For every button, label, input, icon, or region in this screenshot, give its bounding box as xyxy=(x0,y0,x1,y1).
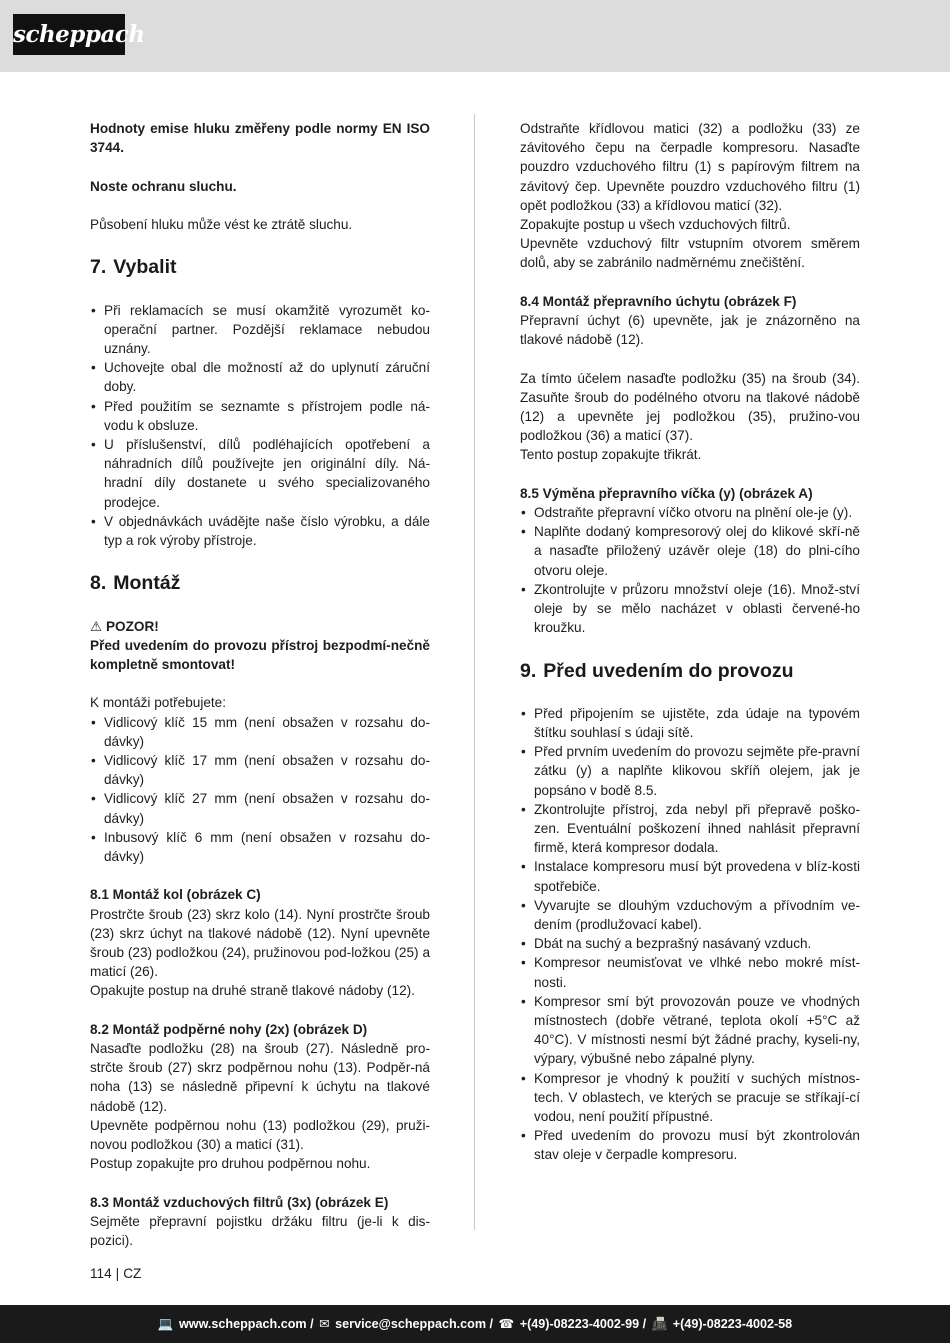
section-8-4-title: 8.4 Montáž přepravního úchytu (obrázek F) xyxy=(520,293,797,309)
left-column xyxy=(90,119,430,1250)
fax-icon: 📠 xyxy=(651,1317,668,1331)
list-item: • Vidlicový klíč 27 mm (není obsažen v rozsahu do-dávky) xyxy=(90,789,430,827)
page-separator: | xyxy=(115,1266,120,1281)
list-item: • Uchovejte obal dle možností až do uplynutí záruční doby. xyxy=(90,358,430,396)
list-item: • Kompresor je vhodný k použití v suchých místnos-tech. V oblastech, ve kterých se pracuje se stříkají-cí vodou, není použití přípustné. xyxy=(520,1069,860,1127)
page-footer xyxy=(90,1264,141,1283)
list-item: • V objednávkách uvádějte naše číslo výrobku, a dále typ a rok výroby přístroje. xyxy=(90,512,430,550)
section-9-number: 9. xyxy=(520,659,537,682)
website-link[interactable]: www.scheppach.com / xyxy=(178,1317,314,1331)
section-8-1-title: 8.1 Montáž kol (obrázek C) xyxy=(90,887,261,903)
list-item: • Před uvedením do provozu musí být zkontrolován stav oleje v čerpadle kompresoru. xyxy=(520,1126,860,1164)
section-8-4-text: Přepravní úchyt (6) upevněte, jak je znázorněno na tlakové nádobě (12). xyxy=(520,313,860,348)
warning-title xyxy=(90,617,430,636)
phone-icon: ☎ xyxy=(498,1317,515,1331)
section-8-4-text-2: Za tímto účelem nasaďte podložku (35) na šroub (34). Zasuňte šroub do podélného otvoru na tlakové nádobě (12) a upevněte jej podložkou (35), pružino-vou podložkou (36) a maticí (37). xyxy=(520,370,860,444)
list-item: • Vidlicový klíč 15 mm (není obsažen v rozsahu do-dávky) xyxy=(90,713,430,751)
section-9-heading xyxy=(520,657,860,685)
warning-text: Před uvedením do provozu přístroj bezpodmí-nečně kompletně smontovat! xyxy=(90,637,430,672)
list-item: • Kompresor neumisťovat ve vlhké nebo mokré míst-nosti. xyxy=(520,953,860,991)
list-item: • Dbát na suchý a bezprašný nasávaný vzduch. xyxy=(520,934,860,953)
section-8-title: Montáž xyxy=(113,572,181,595)
section-8-2-text-2: Upevněte podpěrnou nohu (13) podložkou (29), pruži-novou podložkou (30) a maticí (31). xyxy=(90,1117,430,1153)
contact-bar xyxy=(0,1305,950,1343)
tools-list xyxy=(90,713,430,867)
section-8-2-title: 8.2 Montáž podpěrné nohy (2x) (obrázek D) xyxy=(90,1021,368,1037)
warning-icon: ⚠ xyxy=(90,618,103,634)
section-8-5-list xyxy=(520,503,860,637)
computer-icon: 💻 xyxy=(157,1317,174,1331)
section-8-2-text-3: Postup zopakujte pro druhou podpěrnou nohu. xyxy=(90,1156,371,1172)
section-9-title: Před uvedením do provozu xyxy=(543,659,794,682)
scheppach-logo: scheppach xyxy=(13,14,125,55)
list-item: • Instalace kompresoru musí být provedena v blíz-kosti spotřebiče. xyxy=(520,857,860,895)
tools-intro: K montáži potřebujete: xyxy=(90,695,227,711)
list-item: • Kompresor smí být provozován pouze ve vhodných místnostech (dobře větrané, teplota okolí +5°C až 40°C). V místnosti nesmí být žádné prachy, kyseli-ny, výpary, výbušné nebo zápalné plyny. xyxy=(520,992,860,1069)
noise-norm-text: Hodnoty emise hluku změřeny podle normy EN ISO 3744. xyxy=(90,121,430,156)
section-8-2-text: Nasaďte podložku (28) na šroub (27). Následně pro-strčte šroub (27) skrz podpěrnou nohu (13). Podpěr-ná noha (13) se následně připevní k úchytu na tlakové nádobě (12). xyxy=(90,1041,430,1114)
section-7-number: 7. xyxy=(90,256,107,279)
list-item: • Odstraňte přepravní víčko otvoru na plnění ole-je (y). xyxy=(520,503,860,522)
column-divider xyxy=(474,114,475,1230)
section-8-number: 8. xyxy=(90,572,107,595)
section-9-list xyxy=(520,704,860,1165)
phone-number: +(49)-08223-4002-99 / xyxy=(519,1317,647,1331)
fax-number: +(49)-08223-4002-58 xyxy=(672,1317,793,1331)
right-column xyxy=(520,119,860,1165)
section-7-heading xyxy=(90,253,430,281)
list-item: • Při reklamacích se musí okamžitě vyrozumět ko-operační partner. Pozdější reklamace nebudou uznány. xyxy=(90,301,430,359)
section-8-3-title: 8.3 Montáž vzduchových filtrů (3x) (obrázek E) xyxy=(90,1194,389,1210)
section-8-4-text-3: Tento postup zopakujte třikrát. xyxy=(520,447,702,463)
list-item: • Zkontrolujte přístroj, zda nebyl při přepravě poško-zen. Eventuální poškození ihned nahlásit přepravní firmě, která kompresor dodala. xyxy=(520,800,860,858)
language-code: CZ xyxy=(123,1266,142,1281)
list-item: • Před připojením se ujistěte, zda údaje na typovém štítku souhlasí s údaji sítě. xyxy=(520,704,860,742)
warning-title-text: POZOR! xyxy=(105,618,159,634)
section-8-3-continued-3: Upevněte vzduchový filtr vstupním otvorem směrem dolů, aby se zabránilo nadměrnému znečištění. xyxy=(520,236,860,271)
list-item: • Vidlicový klíč 17 mm (není obsažen v rozsahu do-dávky) xyxy=(90,751,430,789)
hearing-protection-text: Noste ochranu sluchu. xyxy=(90,178,237,194)
section-8-3-continued-2: Zopakujte postup u všech vzduchových filtrů. xyxy=(520,217,791,233)
list-item: • Zkontrolujte v průzoru množství oleje (16). Množ-ství oleje by se mělo nacházet v oblasti červené-ho kroužku. xyxy=(520,580,860,638)
mail-icon: ✉ xyxy=(319,1317,330,1331)
header-bar xyxy=(0,0,950,72)
section-8-heading xyxy=(90,569,430,597)
section-7-title: Vybalit xyxy=(113,256,177,279)
list-item: • Naplňte dodaný kompresorový olej do klikové skří-ně a nasaďte přiložený uzávěr oleje (18) do plni-cího otvoru oleje. xyxy=(520,522,860,580)
list-item: • Inbusový klíč 6 mm (není obsažen v rozsahu do-dávky) xyxy=(90,828,430,866)
list-item: • Před prvním uvedením do provozu sejměte pře-pravní zátku (y) a naplňte klikovou skříň olejem, jak je popsáno v bodě 8.5. xyxy=(520,742,860,800)
section-8-3-continued: Odstraňte křídlovou matici (32) a podložku (33) ze závitového čepu na čerpadle kompresoru. Nasaďte pouzdro vzduchového filtru (1) s papírovým filtrem na závitový čep. Upevněte pouzdro vzduchového filtru (1) opět podložkou (33) a křídlovou maticí (32). xyxy=(520,121,860,213)
email-link[interactable]: service@scheppach.com / xyxy=(335,1317,494,1331)
list-item: • Před použitím se seznamte s přístrojem podle ná-vodu k obsluze. xyxy=(90,397,430,435)
page-number: 114 xyxy=(90,1266,112,1281)
list-item: • Vyvarujte se dlouhým vzduchovým a přívodním ve-dením (prodlužovací kabel). xyxy=(520,896,860,934)
section-8-1-text: Prostrčte šroub (23) skrz kolo (14). Nyní prostrčte šroub (23) skrz úchyt na tlakové nádobě (12). Nyní upevněte šroub (23) podložkou (24), pružinovou pod-ložkou (25) a maticí (26). xyxy=(90,906,430,980)
list-item: • U příslušenství, dílů podléhajících opotřebení a náhradních dílů používejte jen originální díly. Ná-hradní díly dostanete u svého specializovaného prodejce. xyxy=(90,435,430,512)
section-8-5-title: 8.5 Výměna přepravního víčka (y) (obrázek A) xyxy=(520,485,813,501)
section-8-1-text-2: Opakujte postup na druhé straně tlakové nádoby (12). xyxy=(90,983,415,999)
hearing-loss-text: Působení hluku může vést ke ztrátě sluchu. xyxy=(90,216,353,232)
section-8-3-text: Sejměte přepravní pojistku držáku filtru (je-li k dis-pozici). xyxy=(90,1213,430,1249)
section-7-list xyxy=(90,301,430,551)
